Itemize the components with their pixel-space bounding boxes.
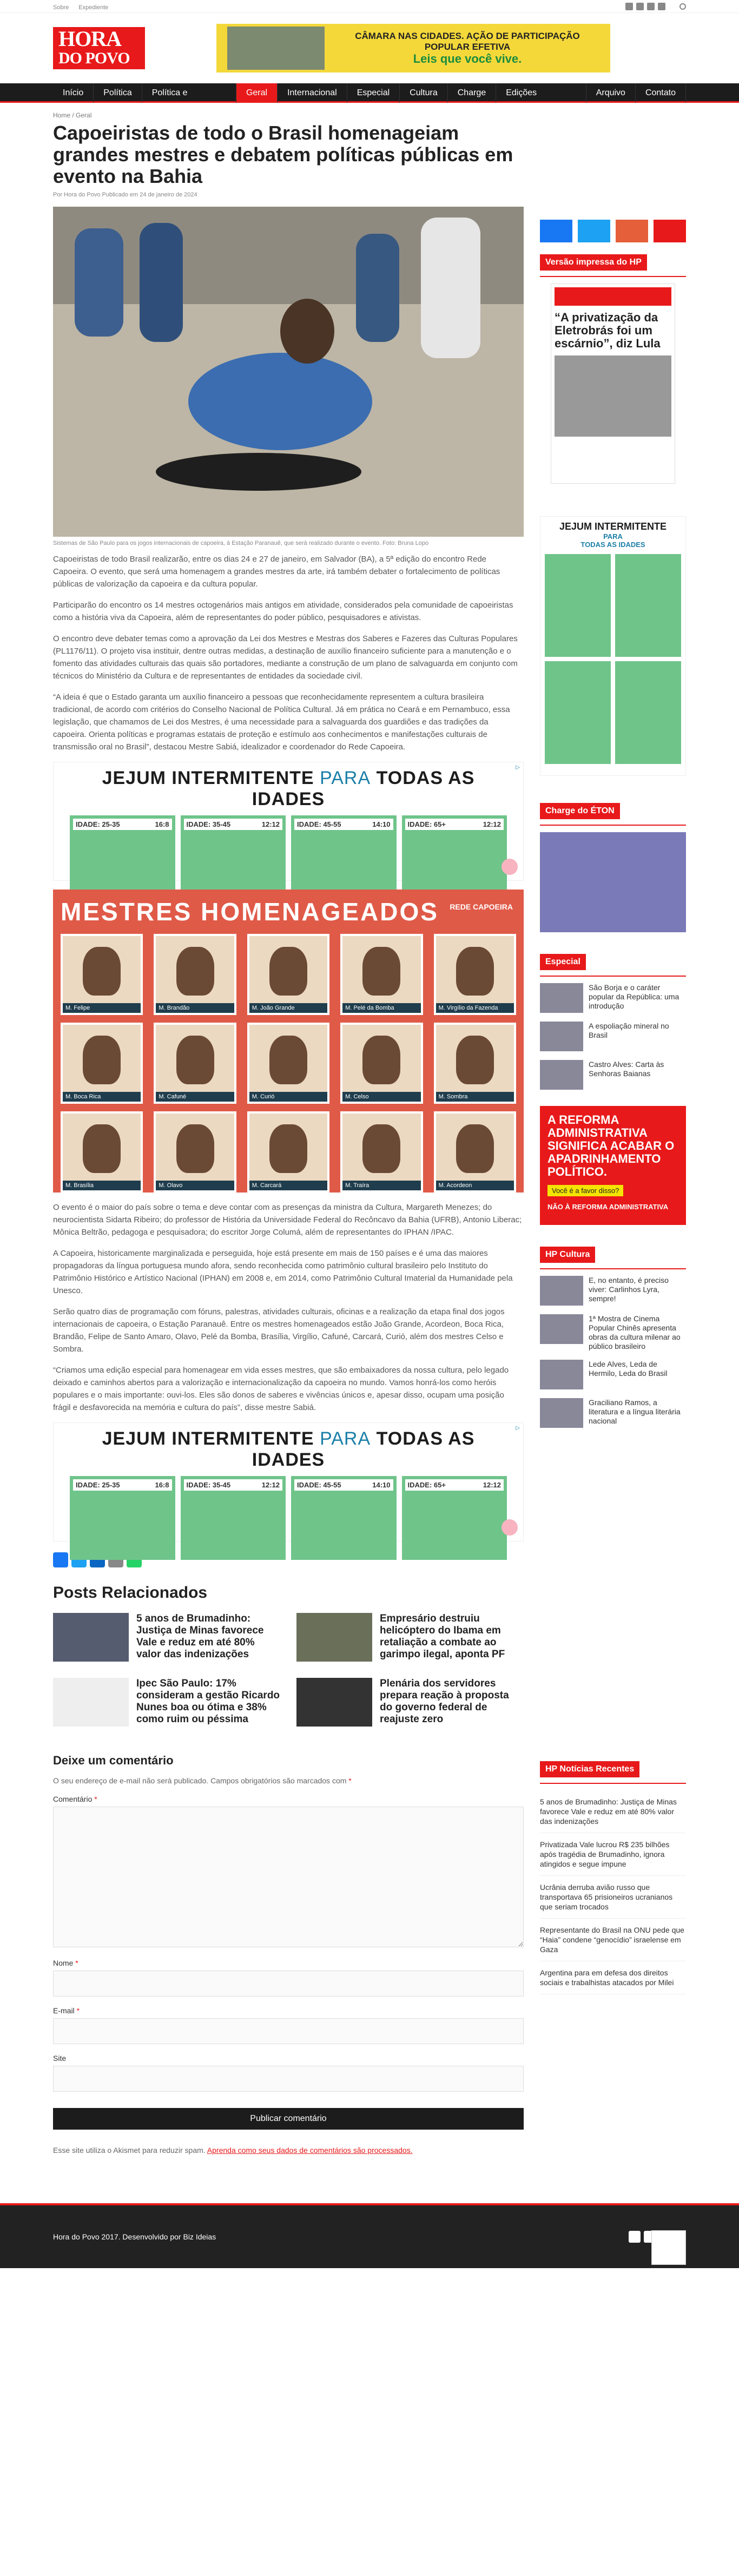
article-paragraph: “A ideia é que o Estado garanta um auxílio financeiro a pessoas que reconhecidamente representem a cultura brasileira tradicional, de acordo com critérios do Conselho Nacional de Política Cultural. Já em prática no Ceará e em Pernambuco, essa legislação, que chamamos de Lei dos Mestres, é uma necessidade para a salvaguarda dos guardiões e das tradições da capoeira. Orienta políticas e programas estatais de proteção e estímulo aos conhecimentos e manifestações culturais de transmissão oral no Brasil”, destacou Mestre Sabiá, idealizador e coordenador do Rede Capoeira.: [53, 693, 510, 752]
nav-item[interactable]: Política e Economia: [142, 83, 236, 103]
related-thumb[interactable]: [296, 1678, 372, 1727]
ad-choices-icon[interactable]: ▷: [516, 765, 520, 770]
related-post[interactable]: Plenária dos servidores prepara reação à proposta do governo federal de reajuste zero: [296, 1678, 524, 1727]
mestre-face: [83, 947, 121, 996]
print-edition-cover[interactable]: “A privatização da Eletrobrás foi um escárnio”, diz Lula: [551, 284, 675, 484]
cultura-item[interactable]: Graciliano Ramos, a literatura e a língua literária nacional: [540, 1398, 686, 1428]
publish-comment-button[interactable]: Publicar comentário: [53, 2108, 524, 2130]
banner-image: [227, 27, 325, 70]
search-icon[interactable]: [679, 3, 686, 10]
comment-form: Deixe um comentário O seu endereço de e-mail não será publicado. Campos obrigatórios são marcados com * Comentário * Nome * E-mail * Site Publicar comentário Esse site utiliza o Akismet para reduzir spam. Aprenda como seus dados de comentários são processados.: [53, 1754, 524, 2155]
ad-badge-icon: [502, 1519, 518, 1536]
mestre-portrait: [340, 1111, 423, 1193]
comment-heading: Deixe um comentário: [53, 1754, 174, 1767]
mestre-portrait: [247, 1111, 329, 1193]
facebook-icon[interactable]: [540, 220, 572, 242]
related-thumb[interactable]: [296, 1613, 372, 1662]
jejum-side-ad[interactable]: JEJUM INTERMITENTE PARA TODAS AS IDADES: [540, 516, 686, 776]
charge-heading: Charge do ÉTON: [540, 803, 620, 819]
mestre-portrait: [434, 934, 516, 1015]
recentes-heading: HP Notícias Recentes: [540, 1761, 639, 1777]
mestre-face: [83, 1036, 121, 1084]
article-paragraph: Participarão do encontro os 14 mestres octogenários mais antigos em atividade, considerados pela comunidade de capoeiristas como a história viva da Capoeira, além de representantes do poder público, pesquisadores e ativistas.: [53, 601, 513, 622]
akismet-link[interactable]: Aprenda como seus dados de comentários são processados.: [207, 2146, 413, 2155]
related-thumb[interactable]: [53, 1678, 129, 1727]
social-buttons: [540, 220, 686, 242]
cultura-item[interactable]: 1ª Mostra de Cinema Popular Chinês apresenta obras da cultura milenar ao público brasileiro: [540, 1314, 686, 1351]
mestre-face: [176, 1124, 214, 1173]
mestre-portrait: [61, 1111, 143, 1193]
jejum-card: IDADE: 25-35 16:8: [70, 1476, 175, 1560]
article-paragraph: “Criamos uma edição especial para homenagear em vida esses mestres, que são embaixadores da nossa cultura, pelo legado deixado e caminhos abertos para a valorização e internacionalização da capoeira no mundo. Vamos honrá-los como heróis populares e o mais importante: ouvi-los. Eles são donos de saberes e vivências únicos e, apesar disso, ocupam uma posição frágil e desfavorecida na memória e cultura do país”, disse mestre Sabiá.: [53, 1366, 509, 1412]
mestre-face: [362, 1124, 400, 1173]
mestre-name: M. João Grande: [249, 1003, 327, 1013]
mestre-face: [456, 947, 494, 996]
article-content: [53, 111, 524, 2182]
mestre-portrait: [154, 934, 236, 1015]
especial-item[interactable]: São Borja e o caráter popular da República: uma introdução: [540, 983, 686, 1013]
related-heading: Posts Relacionados: [53, 1584, 208, 1602]
banner-line2: Leis que você vive.: [413, 52, 522, 65]
mestre-portrait: [434, 1023, 516, 1104]
mestre-name: M. Cafuné: [156, 1092, 234, 1102]
footer: [0, 2203, 739, 2268]
featured-image: [53, 207, 524, 537]
recaptcha-badge[interactable]: [651, 2230, 686, 2265]
especial-item[interactable]: A espoliação mineral no Brasil: [540, 1022, 686, 1051]
nav-item[interactable]: Geral: [236, 83, 278, 103]
name-input[interactable]: [53, 1971, 524, 1997]
cultura-heading: HP Cultura: [540, 1247, 595, 1263]
akismet-note: Esse site utiliza o Akismet para reduzir spam. Aprenda como seus dados de comentários são processados.: [53, 2146, 413, 2155]
cultura-item[interactable]: E, no entanto, é preciso viver: Carlinhos Lyra, sempre!: [540, 1276, 686, 1306]
mestre-name: M. Olavo: [156, 1181, 234, 1190]
facebook-icon[interactable]: [629, 2231, 641, 2243]
mestre-portrait: [154, 1023, 236, 1104]
site-logo[interactable]: HORA DO POVO: [53, 27, 145, 69]
related-posts: [53, 1613, 524, 1727]
recent-item[interactable]: 5 anos de Brumadinho: Justiça de Minas favorece Vale e reduz em até 80% valor das indenizações: [540, 1790, 686, 1833]
nav-item[interactable]: Contato: [636, 83, 686, 103]
nav-item[interactable]: Especial: [347, 83, 400, 103]
mestre-face: [269, 1036, 307, 1084]
mestre-name: M. Brandão: [156, 1003, 234, 1013]
mestre-face: [362, 1036, 400, 1084]
especial-heading: Especial: [540, 954, 586, 970]
jejum-ad-1[interactable]: ▷ JEJUM INTERMITENTE PARA TODAS AS IDADES IDADE: 25-35 16:8 IDADE: 35-45 12:12 IDADE: 45-55 14:10 IDADE: 65+ 12:12: [53, 762, 524, 881]
mestre-portrait: [61, 1023, 143, 1104]
nav-item[interactable]: Edições Anteriores: [496, 83, 586, 103]
mestre-face: [176, 947, 214, 996]
mestres-homenageados-image: [53, 890, 524, 1193]
jejum-card: IDADE: 35-45 12:12: [181, 1476, 286, 1560]
banner-line1: CÂMARA NAS CIDADES. AÇÃO DE PARTICIPAÇÃO POPULAR EFETIVA: [355, 31, 580, 52]
related-post[interactable]: 5 anos de Brumadinho: Justiça de Minas favorece Vale e reduz em até 80% valor das indenizações: [53, 1613, 280, 1662]
mestre-name: M. Sombra: [436, 1092, 514, 1102]
mestres-brand: REDE CAPOEIRA: [450, 902, 513, 911]
especial-item[interactable]: Castro Alves: Carta às Senhoras Baianas: [540, 1060, 686, 1090]
mestre-portrait: [340, 934, 423, 1015]
site-input[interactable]: [53, 2066, 524, 2092]
jejum-card: IDADE: 65+ 12:12: [402, 1476, 507, 1560]
topbar: [0, 0, 739, 13]
sidebar: [540, 111, 686, 2182]
mestre-name: M. Felipe: [63, 1003, 141, 1013]
article-meta: Por Hora do Povo Publicado em 24 de janeiro de 2024: [53, 192, 197, 198]
topbar-link-expediente[interactable]: Expediente: [78, 4, 109, 11]
youtube-icon[interactable]: [658, 3, 665, 10]
nav-item[interactable]: Internacional: [278, 83, 347, 103]
instagram-icon[interactable]: [616, 220, 648, 242]
related-thumb[interactable]: [53, 1613, 129, 1662]
mestre-name: M. Acordeon: [436, 1181, 514, 1190]
recent-item[interactable]: Argentina para em defesa dos direitos sociais e trabalhistas atacados por Milei: [540, 1961, 686, 1994]
mestre-face: [83, 1124, 121, 1173]
image-caption: Sistemas de São Paulo para os jogos internacionais de capoeira, à Estação Paranauê, que será realizado durante o evento. Foto: Bruna Lopo: [53, 540, 429, 546]
jejum-card: IDADE: 35-45 12:12: [181, 815, 286, 899]
nav-item[interactable]: Início: [53, 83, 94, 103]
youtube-icon[interactable]: [654, 220, 686, 242]
mestre-portrait: [340, 1023, 423, 1104]
nav-item[interactable]: Política: [94, 83, 142, 103]
recent-item[interactable]: Ucrânia derruba avião russo que transportava 65 prisioneiros ucranianos que seriam trocados: [540, 1876, 686, 1919]
mestre-face: [176, 1036, 214, 1084]
twitter-icon[interactable]: [647, 3, 655, 10]
nav-item[interactable]: Charge: [448, 83, 496, 103]
jejum-card: IDADE: 65+ 12:12: [402, 815, 507, 899]
mestre-portrait: [434, 1111, 516, 1193]
article-title: Capoeiristas de todo o Brasil homenageiam grandes mestres e debatem políticas públicas em evento na Bahia: [53, 122, 513, 187]
versao-impressa-heading: Versão impressa do HP: [540, 254, 647, 271]
article-paragraph: A Capoeira, historicamente marginalizada e perseguida, hoje está presente em mais de 150 países e é uma das maiores propagadoras da língua portuguesa mundo afora, sendo reconhecida como patrimônio cultural brasileiro pelo Instituto do Patrimônio Histórico e Artístico Nacional (IPHAN) em 2008 e, em 2014, como Patrimônio Cultural Imaterial da Humanidade pela Unesco.: [53, 1249, 513, 1295]
charge-image[interactable]: [540, 832, 686, 932]
top-banner-ad[interactable]: [216, 24, 610, 73]
mestre-name: M. Pelé da Bomba: [342, 1003, 420, 1013]
topbar-link-sobre[interactable]: Sobre: [53, 4, 69, 11]
footer-copyright: Hora do Povo 2017. Desenvolvido por Biz Ideias: [53, 2232, 216, 2241]
jejum-ad-2[interactable]: ▷ JEJUM INTERMITENTE PARA TODAS AS IDADES IDADE: 25-35 16:8 IDADE: 35-45 12:12 IDADE: 45-55 14:10 IDADE: 65+ 12:12: [53, 1422, 524, 1541]
article-paragraph: O evento é o maior do país sobre o tema e deve contar com as presenças da ministra da Cultura, Margareth Menezes; do neurocientista Sidarta Ribeiro; do professor de História da Universidade Federal do Recôncavo da Bahia (UFRB), Antonio Liberac; Mônica Beltrão, pedagoga e pesquisadora; do escritor Jorge Columá, além de representantes do IPHAN /IPAC.: [53, 1203, 522, 1237]
mestre-name: M. Celso: [342, 1092, 420, 1102]
jejum-card: IDADE: 25-35 16:8: [70, 815, 175, 899]
recent-item[interactable]: Privatizada Vale lucrou R$ 235 bilhões após tragédia de Brumadinho, ignora atingidos e segue impune: [540, 1833, 686, 1876]
mestre-face: [269, 947, 307, 996]
mestre-name: M. Virgílio da Fazenda: [436, 1003, 514, 1013]
site-header: [0, 13, 739, 83]
article-paragraph: Serão quatro dias de programação com fóruns, palestras, atividades culturais, oficinas e a realização da etapa final dos jogos internacionais de capoeira, o Estação Paranauê. Entre os mestres homenageados estão João Grande, Acordeon, Boca Rica, Brandão, Felipe de Santo Amaro, Olavo, Pelé da Bomba, Brasília, Virgílio, Cafuné, Carcará, Curió, além dos mestres Celso e Sombra.: [53, 1307, 505, 1354]
instagram-icon[interactable]: [636, 3, 644, 10]
comment-textarea[interactable]: [53, 1807, 524, 1947]
mestre-name: M. Boca Rica: [63, 1092, 141, 1102]
breadcrumb: Home / Geral: [53, 111, 92, 119]
mestre-face: [269, 1124, 307, 1173]
mestre-portrait: [61, 934, 143, 1015]
email-input[interactable]: [53, 2018, 524, 2044]
facebook-share-icon[interactable]: [53, 1552, 68, 1567]
ad-choices-icon[interactable]: ▷: [516, 1425, 520, 1431]
mestre-name: M. Curió: [249, 1092, 327, 1102]
mestre-face: [362, 947, 400, 996]
facebook-icon[interactable]: [625, 3, 633, 10]
recent-item[interactable]: Representante do Brasil na ONU pede que “Haia” condene “genocídio” israelense em Gaza: [540, 1919, 686, 1961]
mestre-face: [456, 1036, 494, 1084]
related-post[interactable]: Empresário destruiu helicóptero do Ibama em retaliação a combate ao garimpo ilegal, aponta PF: [296, 1613, 524, 1662]
reforma-ad[interactable]: A REFORMA ADMINISTRATIVA SIGNIFICA ACABAR O APADRINHAMENTO POLÍTICO. Você é a favor disso? NÃO À REFORMA ADMINISTRATIVA: [540, 1106, 686, 1225]
article-paragraph: O encontro deve debater temas como a aprovação da Lei dos Mestres e Mestras dos Saberes e Fazeres das Culturas Populares (PL1176/11). O projeto visa instituir, dentre outras medidas, a destinação de auxílio financeiro suficiente para a manutenção e o fomento das atividades culturais das quais são portadores, mediante a construção de um plano de salvaguarda em conjunto com técnicos do Ministério da Cultura e de representantes de entidades da sociedade civil.: [53, 634, 518, 681]
article-paragraph: Capoeiristas de todo Brasil realizarão, entre os dias 24 e 27 de janeiro, em Salvador (BA), a 5ª edição do encontro Rede Capoeira. O evento, que será uma homenagem a grandes mestres da arte, irá também debater o fortalecimento de políticas públicas de valorização da capoeira e da cultura popular.: [53, 555, 500, 589]
capoeira-photo: [53, 207, 524, 537]
cultura-item[interactable]: Lede Alves, Leda de Hermilo, Leda do Brasil: [540, 1360, 686, 1389]
mestre-portrait: [154, 1111, 236, 1193]
jejum-card: IDADE: 45-55 14:10: [291, 1476, 397, 1560]
mestre-name: M. Brasília: [63, 1181, 141, 1190]
mestre-face: [456, 1124, 494, 1173]
mestre-name: M. Traíra: [342, 1181, 420, 1190]
mestre-portrait: [247, 1023, 329, 1104]
mestres-title: MESTRES HOMENAGEADOS: [61, 898, 439, 926]
ad-badge-icon: [502, 859, 518, 875]
related-post[interactable]: Ipec São Paulo: 17% consideram a gestão Ricardo Nunes boa ou ótima e 38% como ruim ou péssima: [53, 1678, 280, 1727]
nav-item[interactable]: Arquivo: [586, 83, 636, 103]
mestre-name: M. Carcará: [249, 1181, 327, 1190]
twitter-icon[interactable]: [578, 220, 610, 242]
jejum-card: IDADE: 45-55 14:10: [291, 815, 397, 899]
mestre-portrait: [247, 934, 329, 1015]
nav-item[interactable]: Cultura: [400, 83, 448, 103]
